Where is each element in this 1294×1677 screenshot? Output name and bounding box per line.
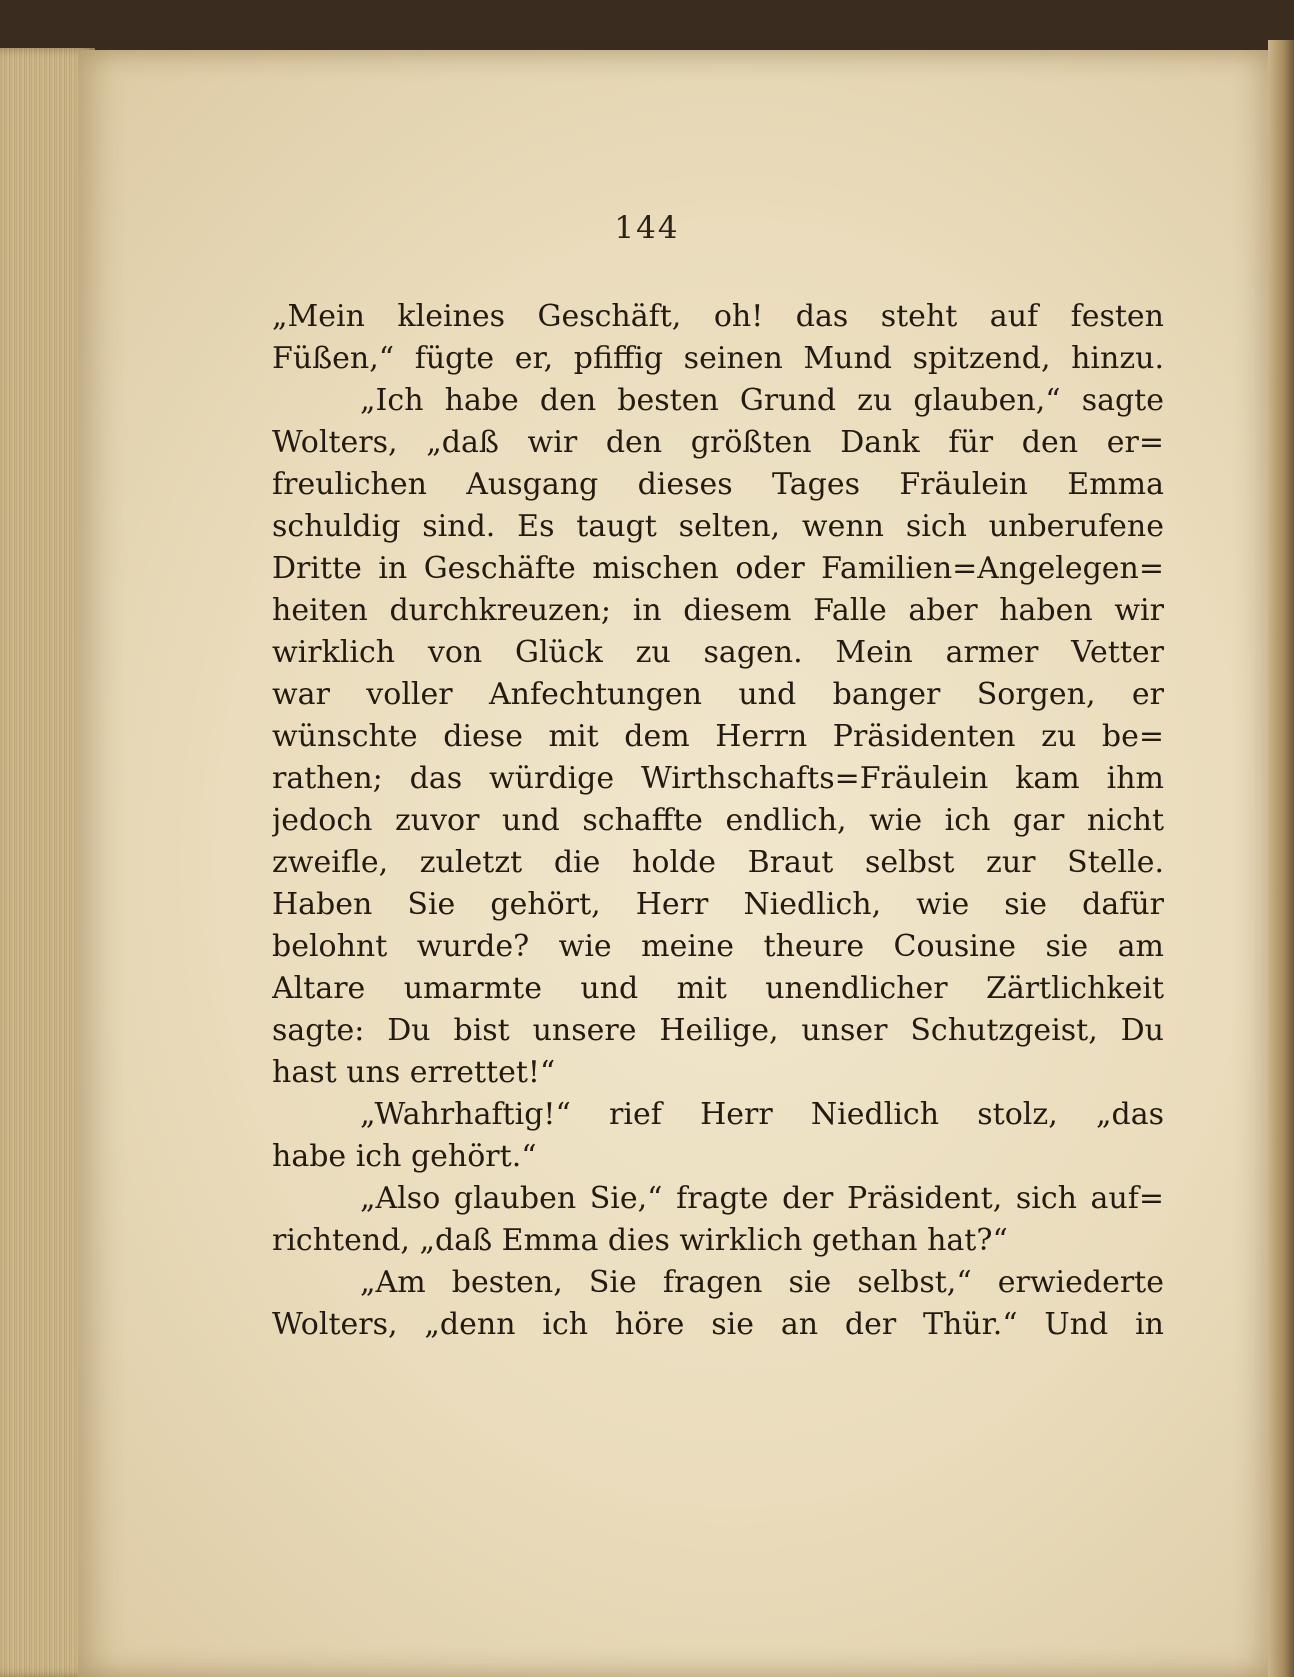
text-line: wirklich von Glück zu sagen. Mein armer Vetter xyxy=(272,635,1164,670)
text-line: „Mein kleines Geschäft, oh! das steht auf festen xyxy=(272,299,1164,334)
text-line: „Wahrhaftig!“ rief Herr Niedlich stolz, „das xyxy=(360,1097,1164,1132)
text-line: richtend, „daß Emma dies wirklich gethan hat?“ xyxy=(272,1223,1008,1258)
text-line: heiten durchkreuzen; in diesem Falle aber haben wir xyxy=(272,593,1164,628)
text-line: „Ich habe den besten Grund zu glauben,“ sagte xyxy=(360,383,1164,418)
text-line: rathen; das würdige Wirthschafts=Fräulein kam ihm xyxy=(272,761,1164,796)
facing-page-edge xyxy=(1268,40,1294,1677)
text-line: schuldig sind. Es taugt selten, wenn sich unberufene xyxy=(272,509,1164,544)
page-number: 144 xyxy=(614,210,680,246)
text-line: jedoch zuvor und schaffte endlich, wie ich gar nicht xyxy=(272,803,1164,838)
text-line: Wolters, „denn ich höre sie an der Thür.“ Und in xyxy=(272,1307,1164,1342)
text-line: zweifle, zuletzt die holde Braut selbst zur Stelle. xyxy=(272,845,1164,880)
text-line: hast uns errettet!“ xyxy=(272,1055,556,1090)
text-line: belohnt wurde? wie meine theure Cousine sie am xyxy=(272,929,1164,964)
text-line: habe ich gehört.“ xyxy=(272,1139,537,1174)
text-line: Dritte in Geschäfte mischen oder Familien=Angelegen= xyxy=(272,551,1164,586)
text-line: „Also glauben Sie,“ fragte der Präsident, sich auf= xyxy=(360,1181,1164,1216)
body-text xyxy=(272,296,1164,1346)
text-line: Altare umarmte und mit unendlicher Zärtlichkeit xyxy=(272,971,1164,1006)
text-line: war voller Anfechtungen und banger Sorgen, er xyxy=(272,677,1164,712)
text-line: „Am besten, Sie fragen sie selbst,“ erwiederte xyxy=(360,1265,1164,1300)
text-line: freulichen Ausgang dieses Tages Fräulein Emma xyxy=(272,467,1164,502)
text-line: Haben Sie gehört, Herr Niedlich, wie sie dafür xyxy=(272,887,1164,922)
text-line: wünschte diese mit dem Herrn Präsidenten zu be= xyxy=(272,719,1164,754)
text-line: Wolters, „daß wir den größten Dank für den er= xyxy=(272,425,1164,460)
text-line: Füßen,“ fügte er, pfiffig seinen Mund spitzend, hinzu. xyxy=(272,341,1164,376)
text-line: sagte: Du bist unsere Heilige, unser Schutzgeist, Du xyxy=(272,1013,1164,1048)
